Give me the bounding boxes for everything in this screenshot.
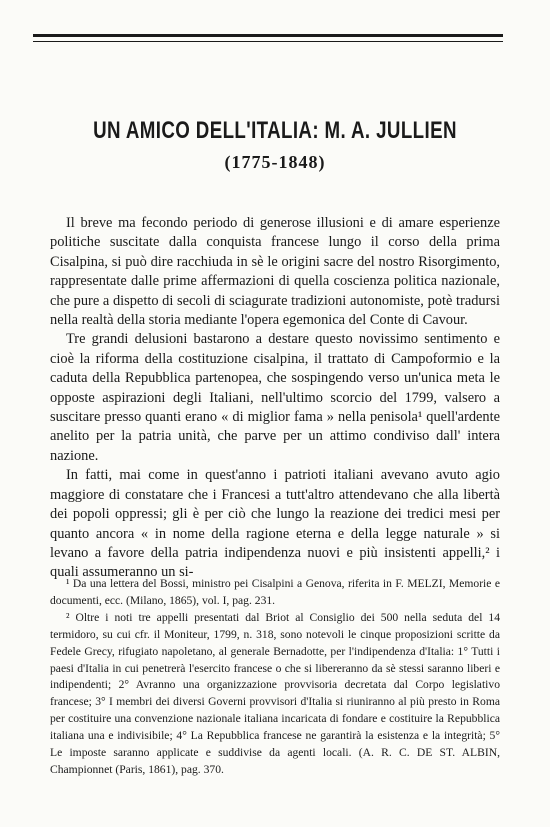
paragraph: Il breve ma fecondo periodo di generose illusioni e di amare esperienze politiche suscitate dalla conquista francese lungo il corso della prima Cisalpina, si può dire racchiuda in sè le origini sacre del nostro Risorgimento, rappresentate dalle prime affermazioni di quella coscienza politica nazionale, che pure a dispetto di secoli di sciagurate tradizioni autonomiste, potè tradursi nella realtà della storia mediante l'opera egemonica del Conte di Cavour. bbox=[50, 215, 500, 329]
footnote: ¹ Da una lettera del Bossi, ministro pei Cisalpini a Genova, riferita in F. MELZI, Memorie e documenti, ecc. (Milano, 1865), vol. I, pag. 231. bbox=[50, 577, 500, 607]
article-dates: (1775-1848) bbox=[224, 152, 326, 172]
article-title: UN AMICO DELL'ITALIA: M. A. JULLIEN bbox=[93, 117, 457, 144]
article-body bbox=[50, 214, 500, 583]
footnote: ² Oltre i noti tre appelli presentati dal Briot al Consiglio dei 500 nella seduta del 14 termidoro, su cui cfr. il Moniteur, 1799, n. 318, sono notevoli le cinque proposizioni scritte da Fedele Grecy, rifugiato napoletano, al generale Bernadotte, per l'indipendenza d'Italia: 1° Tutti i paesi d'Italia in cui penetrerà l'esercito francese o che si libereranno da sè stessi saranno liberi e indipendenti; 2° Avranno una organizzazione provvisoria decretata dal Corpo legislativo francese; 3° I membri dei diversi Governi provvisori d'Italia si riuniranno al più presto in Roma per costituire una convenzione nazionale italiana incaricata di fondare e costituire la Repubblica italiana una e indivisibile; 4° La Repubblica francese ne garantirà la esistenza e la integrità; 5° Le imposte saranno applicate e suddivise da agenti locali. (A. R. C. DE ST. ALBIN, Championnet (Paris, 1861), pag. 370. bbox=[50, 610, 500, 776]
paragraph: In fatti, mai come in quest'anno i patrioti italiani avevano avuto agio maggiore di constatare che i Francesi a tutt'altro attendevano che alla libertà dei popoli oppressi; gli è per ciò che lungo la reazione dei tredici mesi per quanto ancora « in nome della ragione eterna e della legge naturale » si levano a favore della patria indipendenza nuovi e più insistenti appelli,² i quali assumeranno un si- bbox=[50, 467, 500, 581]
header-rule-thin bbox=[33, 41, 503, 42]
header-rule-thick bbox=[33, 34, 503, 37]
footnotes bbox=[50, 576, 500, 779]
paragraph: Tre grandi delusioni bastarono a destare questo novissimo sentimento e cioè la riforma della costituzione cisalpina, il trattato di Campoformio e la caduta della Repubblica partenopea, che sospingendo verso un'unica meta le opposte aspirazioni degli Italiani, nell'ultimo scorcio del 1799, valsero a suscitare presso quanti erano « di miglior fama » nella penisola¹ quell'ardente anelito per la patria unità, che parve per un attimo condiviso dall' intera nazione. bbox=[50, 331, 500, 464]
